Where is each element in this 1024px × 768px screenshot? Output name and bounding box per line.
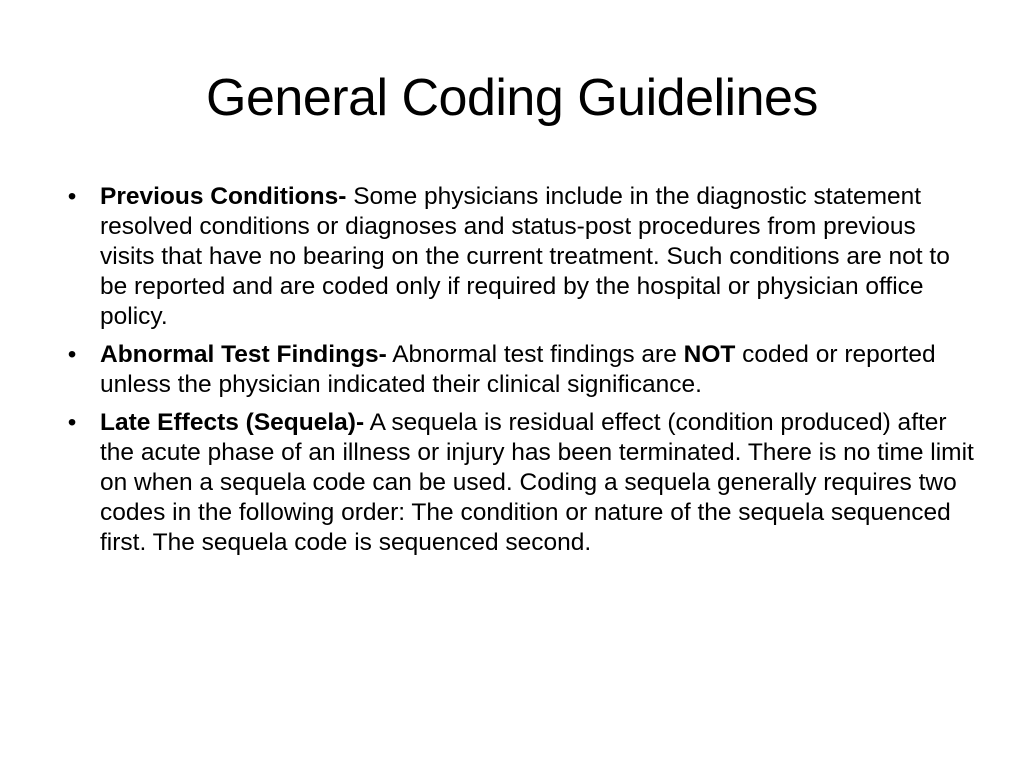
bullet-text: Abnormal test findings are xyxy=(386,341,684,368)
bullet-icon: • xyxy=(67,409,77,436)
bullet-label: Abnormal Test Findings- xyxy=(100,341,387,368)
slide-title: General Coding Guidelines xyxy=(206,69,818,127)
bullet-icon: • xyxy=(67,183,77,210)
bullet-text: coded or reported unless the physician indicated their clinical significance. xyxy=(100,341,936,398)
bullet-item-previous-conditions xyxy=(67,182,975,332)
bullet-text: Some physicians include in the diagnostic statement resolved conditions or diagnoses and status-post procedures from previous visits that have no bearing on the current treatment. Such conditions are not to be reported and are coded only if required by the hospital or physician office policy. xyxy=(100,183,950,330)
bullet-label: Previous Conditions- xyxy=(100,183,347,210)
bullet-label: Late Effects (Sequela)- xyxy=(100,409,365,436)
bullet-item-late-effects xyxy=(67,408,975,558)
bullet-emphasis: NOT xyxy=(683,341,736,368)
bullet-list xyxy=(67,182,975,566)
bullet-text: A sequela is residual effect (condition produced) after the acute phase of an illness or injury has been terminated. There is no time limit on when a sequela code can be used. Coding a sequela generally requires two codes in the following order: The condition or nature of the sequela sequenced first. The sequela code is sequenced second. xyxy=(100,409,974,556)
bullet-icon: • xyxy=(67,341,77,368)
bullet-item-abnormal-test-findings xyxy=(67,340,975,400)
